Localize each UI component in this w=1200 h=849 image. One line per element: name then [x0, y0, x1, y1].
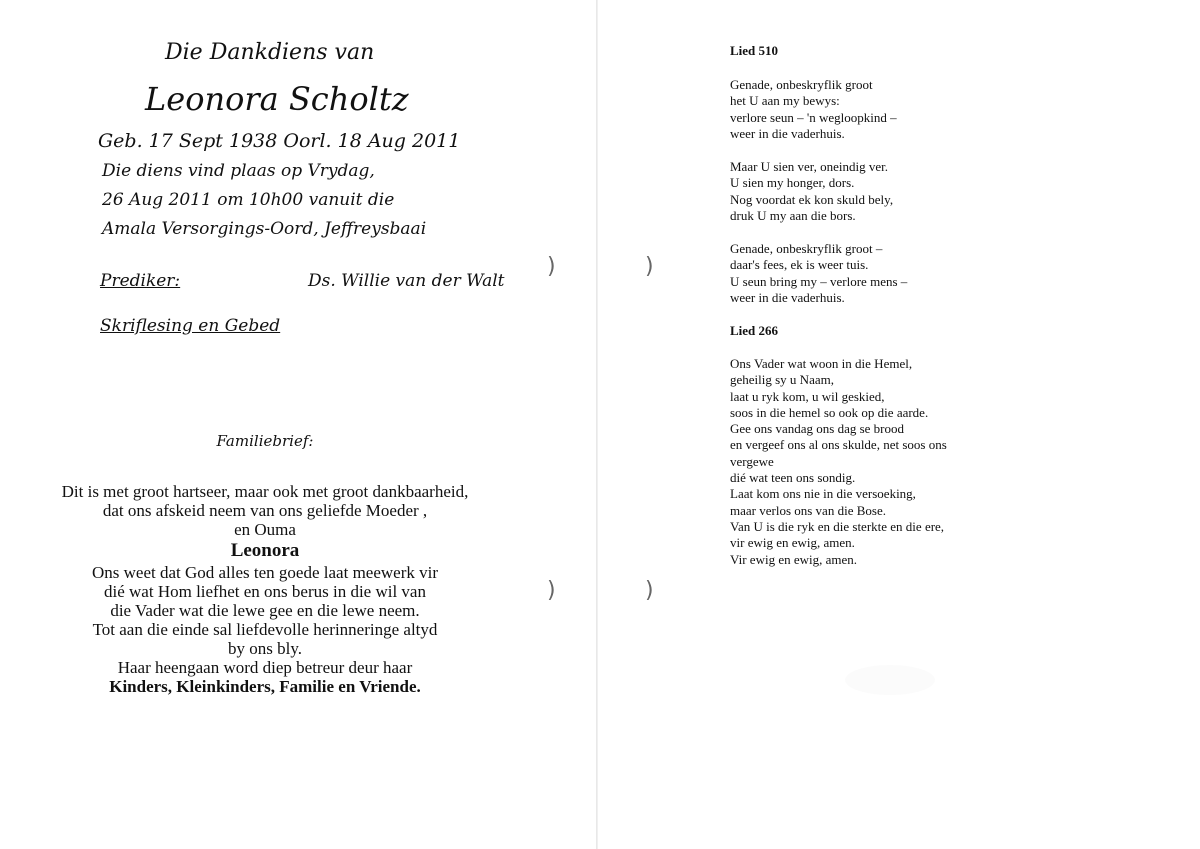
prayer-line: dié wat teen ons sondig.	[730, 470, 856, 486]
service-details	[102, 157, 426, 244]
prayer-line: laat u ryk kom, u wil geskied,	[730, 388, 885, 404]
verse-line: Genade, onbeskryflik groot	[730, 77, 873, 92]
letter-closing: Kinders, Kleinkinders, Familie en Vriende.	[109, 677, 421, 696]
verse-line: U sien my honger, dors.	[730, 175, 855, 191]
verse-line: weer in die vaderhuis.	[730, 289, 845, 305]
hymn-title: Lied 510	[730, 43, 779, 58]
prayer-text	[730, 356, 947, 568]
verse-line: druk U my aan die bors.	[730, 207, 856, 223]
verse-line: weer in die vaderhuis.	[730, 125, 845, 141]
letter-line: by ons bly.	[228, 639, 302, 658]
hymn-verse	[730, 241, 907, 306]
verse-line: verlore seun – 'n wegloopkind –	[730, 109, 897, 125]
letter-line: Dit is met groot hartseer, maar ook met groot dankbaarheid,	[61, 482, 469, 501]
verse-line: Genade, onbeskryflik groot –	[730, 241, 883, 256]
left-page	[0, 0, 596, 849]
prediker-name: Ds. Willie van der Walt	[308, 271, 505, 291]
letter-line: en Ouma	[234, 520, 296, 539]
deceased-name: Leonora Scholtz	[145, 80, 409, 118]
birth-death-dates: Geb. 17 Sept 1938 Oorl. 18 Aug 2011	[98, 130, 461, 152]
letter-line: Tot aan die einde sal liefdevolle herinneringe altyd	[92, 620, 438, 639]
letter-line: dat ons afskeid neem van ons geliefde Moeder ,	[102, 501, 428, 520]
binder-clip-mark: )	[645, 578, 654, 603]
service-line: 26 Aug 2011 om 10h00 vanuit die	[102, 190, 395, 210]
hymn-title: Lied 266	[730, 323, 779, 338]
prayer-line: vir ewig en ewig, amen.	[730, 535, 855, 551]
familiebrief-heading: Familiebrief:	[216, 432, 314, 450]
prayer-line: maar verlos ons van die Bose.	[730, 502, 886, 518]
letter-line: die Vader wat die lewe gee en die lewe neem.	[110, 601, 420, 620]
prayer-line: Laat kom ons nie in die versoeking,	[730, 486, 916, 502]
prayer-line: geheilig sy u Naam,	[730, 372, 834, 388]
prayer-line: vergewe	[730, 453, 774, 469]
binder-clip-mark: )	[547, 578, 556, 603]
prediker-label: Prediker:	[100, 271, 181, 291]
prayer-line: soos in die hemel so ook op die aarde.	[730, 404, 929, 420]
skriflesing-heading: Skriflesing en Gebed	[100, 316, 281, 336]
verse-line: Maar U sien ver, oneindig ver.	[730, 159, 888, 174]
paper-smudge	[845, 665, 935, 695]
prayer-line: Van U is die ryk en die sterkte en die ere,	[730, 518, 945, 534]
prayer-line: en vergeef ons al ons skulde, net soos ons	[730, 437, 947, 453]
letter-name: Leonora	[230, 540, 300, 561]
verse-line: U seun bring my – verlore mens –	[730, 273, 908, 289]
hymn-verse	[730, 77, 897, 142]
family-letter	[0, 482, 530, 696]
verse-line: het U aan my bewys:	[730, 93, 840, 109]
prayer-line: Vir ewig en ewig, amen.	[730, 551, 858, 567]
letter-line: dié wat Hom liefhet en ons berus in die wil van	[104, 582, 426, 601]
prayer-line: Gee ons vandag ons dag se brood	[730, 421, 905, 437]
service-title: Die Dankdiens van	[165, 40, 375, 65]
verse-line: daar's fees, ek is weer tuis.	[730, 257, 869, 273]
letter-line: Ons weet dat God alles ten goede laat meewerk vir	[91, 563, 438, 582]
prayer-line: Ons Vader wat woon in die Hemel,	[730, 356, 913, 371]
binder-clip-mark: )	[547, 254, 556, 279]
service-line: Die diens vind plaas op Vrydag,	[102, 161, 375, 181]
service-line: Amala Versorgings-Oord, Jeffreysbaai	[102, 219, 427, 239]
hymn-verse	[730, 159, 893, 224]
binder-clip-mark: )	[645, 254, 654, 279]
page-fold	[596, 0, 598, 849]
letter-line: Haar heengaan word diep betreur deur haar	[117, 658, 413, 677]
verse-line: Nog voordat ek kon skuld bely,	[730, 191, 894, 207]
